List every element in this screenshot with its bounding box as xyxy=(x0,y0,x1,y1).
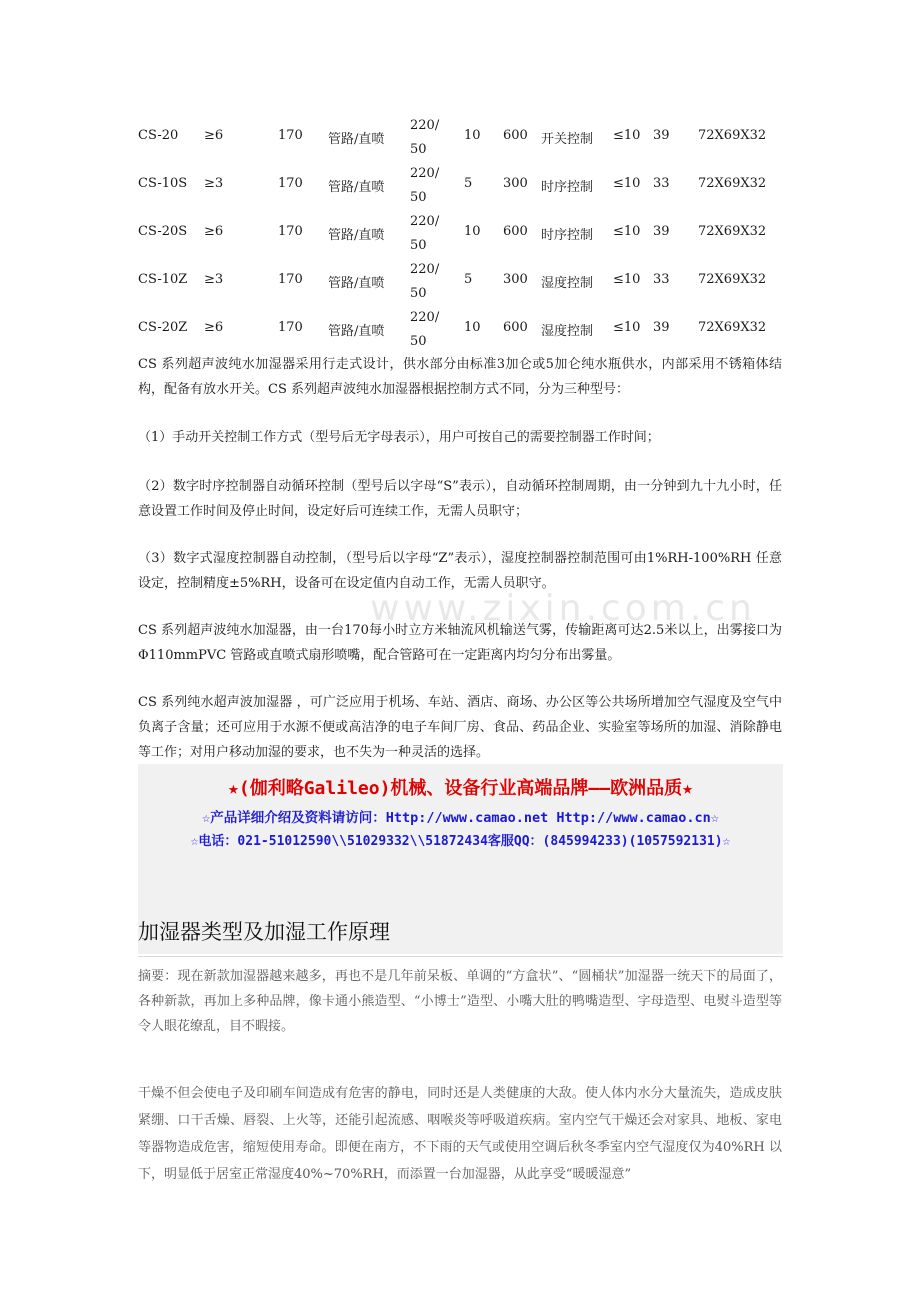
table-cell: ≤10 xyxy=(613,176,641,191)
application-paragraph: CS 系列纯水超声波加湿器 ，可广泛应用于机场、车站、酒店、商场、办公区等公共场所增加空气湿度及空气中负离子含量；还可应用于水源不便或高洁净的电子车间厂房、食品、药品企业、实验室等场所的加湿、消除静电等工作；对用户移动加湿的要求，也不失为一种灵活的选择。 xyxy=(138,695,782,760)
table-cell: 10 xyxy=(464,320,481,335)
banner-contact-line: ☆电话：021-51012590\\51029332\\51872434客服QQ：(845994233)(1057592131)☆ xyxy=(190,834,731,849)
table-cell: CS-10S xyxy=(138,176,188,191)
table-cell: 72X69X32 xyxy=(698,320,767,335)
fan-paragraph: CS 系列超声波纯水加湿器，由一台170每小时立方米轴流风机输送气雾，传输距离可达2.5米以上，出雾接口为 Φ110mmPVC 管路或直喷式扇形喷嘴，配合管路可在一定距离内均匀分布出雾量。 xyxy=(138,623,782,663)
table-cell: 33 xyxy=(653,176,670,191)
table-cell: 220/50 xyxy=(410,118,440,157)
table-cell: 220/50 xyxy=(410,166,440,205)
table-cell: CS-20Z xyxy=(138,320,188,335)
table-cell: ≤10 xyxy=(613,320,641,335)
table-cell: 39 xyxy=(653,320,670,335)
table-cell: 管路/直喷 xyxy=(328,180,385,195)
table-cell: 管路/直喷 xyxy=(328,276,385,291)
table-cell: 10 xyxy=(464,128,481,143)
table-cell: 5 xyxy=(464,272,473,287)
table-row xyxy=(138,258,788,306)
table-cell: 39 xyxy=(653,224,670,239)
article-heading: 加湿器类型及加湿工作原理 xyxy=(138,912,783,957)
table-cell: ≥6 xyxy=(204,224,224,239)
table-cell: 170 xyxy=(278,128,303,143)
table-cell: CS-20S xyxy=(138,224,188,239)
table-cell: 开关控制 xyxy=(541,132,594,147)
spec-table xyxy=(138,114,788,354)
table-cell: ≥3 xyxy=(204,176,224,191)
table-cell: 220/50 xyxy=(410,214,440,253)
table-cell: 39 xyxy=(653,128,670,143)
table-cell: 170 xyxy=(278,272,303,287)
table-cell: 湿度控制 xyxy=(541,324,594,339)
table-cell: ≤10 xyxy=(613,224,641,239)
table-cell: 600 xyxy=(503,128,528,143)
table-cell: 600 xyxy=(503,320,528,335)
table-cell: 72X69X32 xyxy=(698,128,767,143)
table-cell: 时序控制 xyxy=(541,228,594,243)
table-cell: 5 xyxy=(464,176,473,191)
table-row xyxy=(138,114,788,162)
table-row xyxy=(138,210,788,258)
banner-brand-line: ★(伽利略Galileo)机械、设备行业高端品牌——欧洲品质★ xyxy=(228,778,693,799)
table-cell: 72X69X32 xyxy=(698,224,767,239)
mode-humidity-paragraph: （3）数字式湿度控制器自动控制，（型号后以字母“Z”表示），湿度控制器控制范围可由1%RH-100%RH 任意设定，控制精度±5%RH，设备可在设定值内自动工作，无需人员职守。 xyxy=(138,551,782,591)
article-summary: 摘要：现在新款加湿器越来越多，再也不是几年前呆板、单调的“方盒状”、“圆桶状”加湿器一统天下的局面了，各种新款，再加上多种品牌，像卡通小熊造型、“小博士”造型、小嘴大肚的鸭嘴造型、字母造型、电熨斗造型等令人眼花缭乱，目不暇接。 xyxy=(138,969,782,1034)
table-cell: 220/50 xyxy=(410,262,440,301)
table-cell: 600 xyxy=(503,224,528,239)
table-cell: 300 xyxy=(503,272,528,287)
mode-timer-paragraph: （2）数字时序控制器自动循环控制（型号后以字母“S”表示），自动循环控制周期，由一分钟到九十九小时，任意设置工作时间及停止时间，设定好后可连续工作，无需人员职守； xyxy=(138,479,782,519)
table-cell: 管路/直喷 xyxy=(328,324,385,339)
table-cell: 湿度控制 xyxy=(541,276,594,291)
table-cell: ≤10 xyxy=(613,128,641,143)
table-cell: 10 xyxy=(464,224,481,239)
table-cell: 170 xyxy=(278,176,303,191)
table-cell: 72X69X32 xyxy=(698,176,767,191)
watermark-text: www.zixin.com.cn xyxy=(370,588,756,629)
table-cell: 220/50 xyxy=(410,310,440,349)
table-cell: CS-20 xyxy=(138,128,179,143)
table-cell: ≥3 xyxy=(204,272,224,287)
intro-paragraph: CS 系列超声波纯水加湿器采用行走式设计，供水部分由标准3加仑或5加仑纯水瓶供水，内部采用不锈箱体结构，配备有放水开关。CS 系列超声波纯水加湿器根据控制方式不同，分为三种型号： xyxy=(138,357,782,397)
table-cell: 管路/直喷 xyxy=(328,132,385,147)
table-row xyxy=(138,162,788,210)
article-body: 干燥不但会使电子及印刷车间造成有危害的静电，同时还是人类健康的大敌。使人体内水分大量流失，造成皮肤紧绷、口干舌燥、唇裂、上火等，还能引起流感、咽喉炎等呼吸道疾病。室内空气干燥还会对家具、地板、家电等器物造成危害，缩短使用寿命。即便在南方，不下雨的天气或使用空调后秋冬季室内空气湿度仅为40%RH 以下，明显低于居室正常湿度40%~70%RH，而添置一台加湿器，从此享受“暖暖湿意” xyxy=(138,1086,782,1182)
table-cell: CS-10Z xyxy=(138,272,188,287)
banner-website-line[interactable]: ☆产品详细介绍及资料请访问：Http://www.camao.net Http://www.camao.cn☆ xyxy=(202,810,719,826)
table-cell: ≥6 xyxy=(204,128,224,143)
table-cell: 72X69X32 xyxy=(698,272,767,287)
table-cell: 170 xyxy=(278,320,303,335)
table-cell: 170 xyxy=(278,224,303,239)
table-cell: 管路/直喷 xyxy=(328,228,385,243)
table-cell: 300 xyxy=(503,176,528,191)
table-row xyxy=(138,306,788,354)
table-cell: ≥6 xyxy=(204,320,224,335)
table-cell: 33 xyxy=(653,272,670,287)
table-cell: ≤10 xyxy=(613,272,641,287)
mode-manual-paragraph: （1）手动开关控制工作方式（型号后无字母表示），用户可按自己的需要控制器工作时间； xyxy=(138,430,660,445)
table-cell: 时序控制 xyxy=(541,180,594,195)
